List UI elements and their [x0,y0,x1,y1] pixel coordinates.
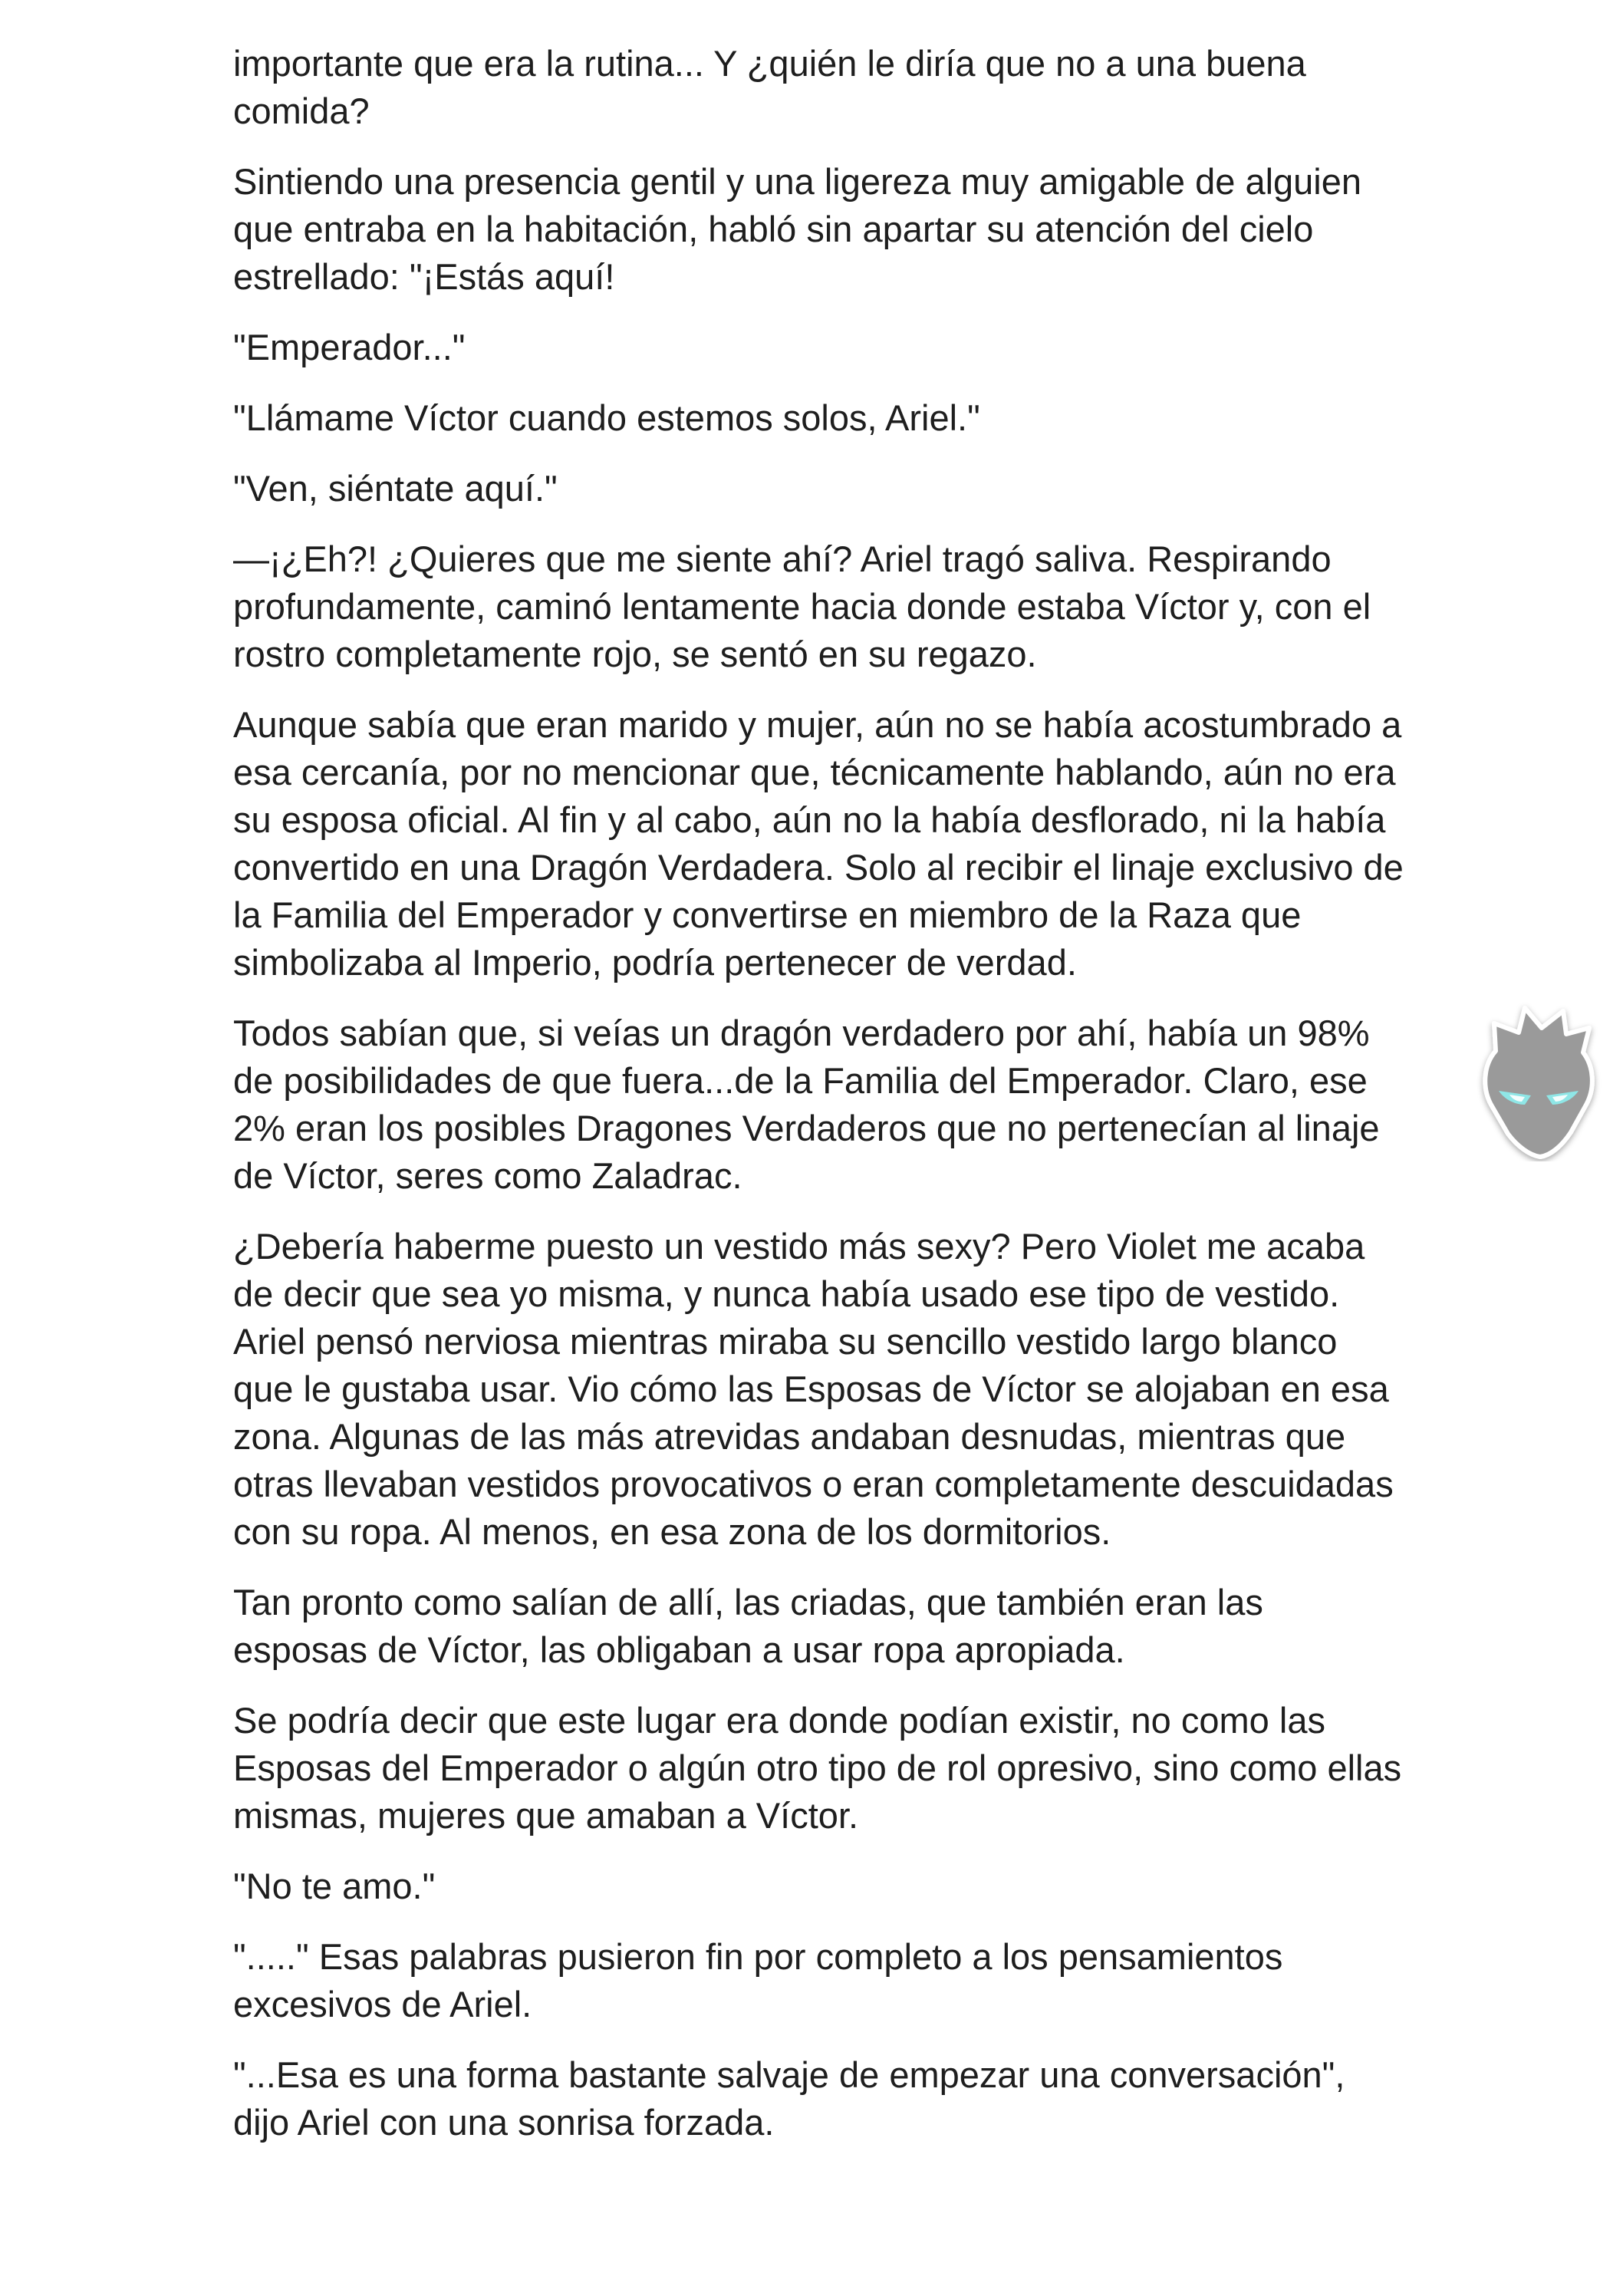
paragraph: importante que era la rutina... Y ¿quién le diría que no a una buena comida? [233,43,1306,131]
paragraph: Se podría decir que este lugar era donde podían existir, no como las Esposas del Emperador o algún otro tipo de rol opresivo, sino como ellas mismas, mujeres que amaban a Víctor. [233,1700,1402,1836]
paragraph: "Ven, siéntate aquí." [233,468,558,509]
document-body [233,40,1407,2169]
paragraph: "....." Esas palabras pusieron fin por completo a los pensamientos excesivos de Ariel. [233,1936,1283,2024]
paragraph: —¡¿Eh?! ¿Quieres que me siente ahí? Ariel tragó saliva. Respirando profundamente, caminó lentamente hacia donde estaba Víctor y, con el rostro completamente rojo, se sentó en su regazo. [233,539,1371,674]
paragraph: Aunque sabía que eran marido y mujer, aún no se había acostumbrado a esa cercanía, por no mencionar que, técnicamente hablando, aún no era su esposa oficial. Al fin y al cabo, aún no la había desflorado, ni la había convertido en una Dragón Verdadera. Solo al recibir el linaje exclusivo de la Familia del Emperador y convertirse en miembro de la Raza que simbolizaba al Imperio, podría pertenecer de verdad. [233,704,1404,983]
paragraph: Sintiendo una presencia gentil y una ligereza muy amigable de alguien que entraba en la habitación, habló sin apartar su atención del cielo estrellado: "¡Estás aquí! [233,161,1362,297]
paragraph: Todos sabían que, si veías un dragón verdadero por ahí, había un 98% de posibilidades de que fuera...de la Familia del Emperador. Claro, ese 2% eran los posibles Dragones Verdaderos que no pertenecían al linaje de Víctor, seres como Zaladrac. [233,1013,1380,1196]
paragraph: "...Esa es una forma bastante salvaje de empezar una conversación", dijo Ariel con una sonrisa forzada. [233,2054,1345,2143]
paragraph: "Llámame Víctor cuando estemos solos, Ariel." [233,397,980,438]
demon-head-icon [1471,997,1606,1161]
paragraph: "No te amo." [233,1866,436,1906]
paragraph: ¿Debería haberme puesto un vestido más sexy? Pero Violet me acaba de decir que sea yo misma, y nunca había usado ese tipo de vestido. Ariel pensó nerviosa mientras miraba su sencillo vestido largo blanco que le gustaba usar. Vio cómo las Esposas de Víctor se alojaban en esa zona. Algunas de las más atrevidas andaban desnudas, mientras que otras llevaban vestidos provocativos o eran completamente descuidadas con su ropa. Al menos, en esa zona de los dormitorios. [233,1226,1394,1552]
paragraph: "Emperador..." [233,327,466,367]
demon-head-outline [1485,1008,1592,1157]
paragraph: Tan pronto como salían de allí, las criadas, que también eran las esposas de Víctor, las obligaban a usar ropa apropiada. [233,1582,1263,1670]
